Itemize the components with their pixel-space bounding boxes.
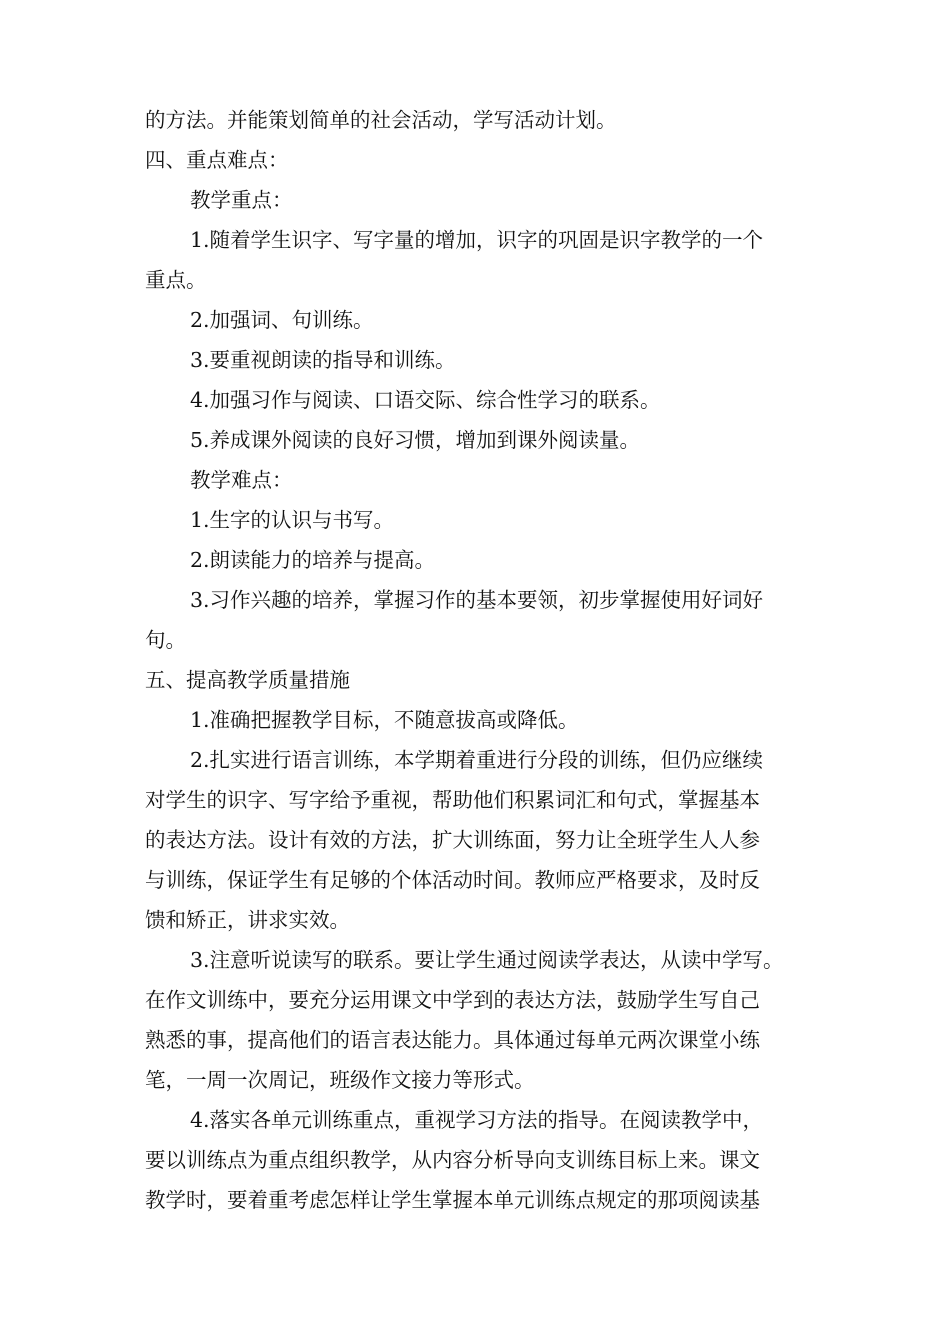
text-line: 重点。 <box>145 268 207 292</box>
text-line: 要以训练点为重点组织教学，从内容分析导向支训练目标上来。课文 <box>145 1148 760 1172</box>
text-line: 的方法。并能策划简单的社会活动，学写活动计划。 <box>145 108 617 132</box>
text-line: 5.养成课外阅读的良好习惯，增加到课外阅读量。 <box>190 428 641 452</box>
text-line: 2.加强词、句训练。 <box>190 308 374 332</box>
text-line: 对学生的识字、写字给予重视，帮助他们积累词汇和句式，掌握基本 <box>145 788 760 812</box>
subsection-heading: 教学难点： <box>190 468 293 492</box>
section-heading: 四、重点难点： <box>145 148 289 172</box>
subsection-heading: 教学重点： <box>190 188 293 212</box>
text-line: 3.要重视朗读的指导和训练。 <box>190 348 456 372</box>
text-line: 4.加强习作与阅读、口语交际、综合性学习的联系。 <box>190 388 661 412</box>
section-heading: 五、提高教学质量措施 <box>145 668 350 692</box>
text-line: 1.生字的认识与书写。 <box>190 508 395 532</box>
text-line: 与训练，保证学生有足够的个体活动时间。教师应严格要求，及时反 <box>145 868 760 892</box>
text-line: 句。 <box>145 628 186 652</box>
text-line: 3.习作兴趣的培养，掌握习作的基本要领，初步掌握使用好词好 <box>190 588 764 612</box>
text-line: 2.朗读能力的培养与提高。 <box>190 548 436 572</box>
text-line: 熟悉的事，提高他们的语言表达能力。具体通过每单元两次课堂小练 <box>145 1028 760 1052</box>
text-line: 在作文训练中，要充分运用课文中学到的表达方法，鼓励学生写自己 <box>145 988 760 1012</box>
text-line: 1.随着学生识字、写字量的增加，识字的巩固是识字教学的一个 <box>190 228 764 252</box>
text-line: 笔，一周一次周记，班级作文接力等形式。 <box>145 1068 535 1092</box>
text-line: 1.准确把握教学目标，不随意拔高或降低。 <box>190 708 579 732</box>
text-line: 4.落实各单元训练重点，重视学习方法的指导。在阅读教学中， <box>190 1108 764 1132</box>
text-line: 3.注意听说读写的联系。要让学生通过阅读学表达，从读中学写。 <box>190 948 784 972</box>
text-line: 教学时，要着重考虑怎样让学生掌握本单元训练点规定的那项阅读基 <box>145 1188 760 1212</box>
text-line: 的表达方法。设计有效的方法，扩大训练面，努力让全班学生人人参 <box>145 828 760 852</box>
text-line: 馈和矫正，讲求实效。 <box>145 908 350 932</box>
text-line: 2.扎实进行语言训练，本学期着重进行分段的训练，但仍应继续 <box>190 748 764 772</box>
